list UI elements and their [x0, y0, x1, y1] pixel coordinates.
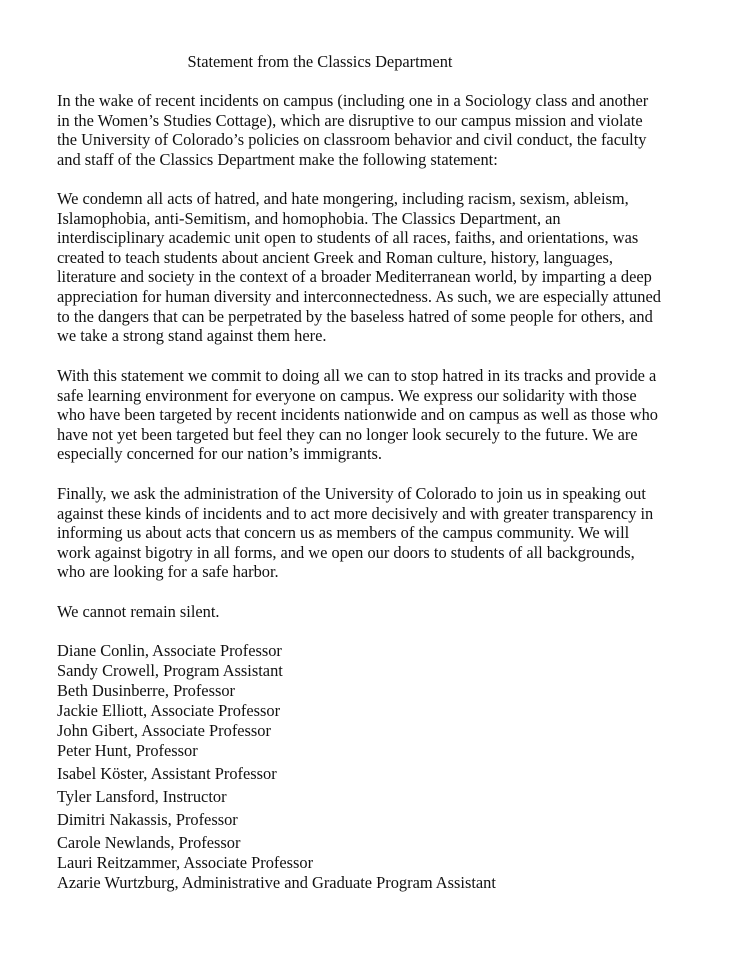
text-line: In the wake of recent incidents on campus (including one in a Sociology class and another [57, 91, 649, 110]
paragraph-condemnation [57, 189, 661, 346]
signatory: Isabel Köster, Assistant Professor [57, 764, 277, 783]
signatory: Azarie Wurtzburg, Administrative and Graduate Program Assistant [57, 873, 496, 892]
text-line: created to teach students about ancient Greek and Roman culture, history, languages, [57, 247, 614, 267]
text-line: we take a strong stand against them here. [57, 326, 327, 346]
document-title: Statement from the Classics Department [187, 52, 453, 71]
signatory: Diane Conlin, Associate Professor [57, 641, 282, 660]
text-line: interdisciplinary academic unit open to students of all races, faiths, and orientations, was [57, 228, 639, 248]
text-line: We cannot remain silent. [57, 602, 220, 621]
text-line: Islamophobia, anti-Semitism, and homophobia. The Classics Department, an [57, 208, 561, 228]
signatory: Sandy Crowell, Program Assistant [57, 661, 283, 680]
text-line: Finally, we ask the administration of the University of Colorado to join us in speaking out [57, 484, 646, 503]
signatory: Lauri Reitzammer, Associate Professor [57, 853, 314, 872]
text-line: appreciation for human diversity and interconnectedness. As such, we are especially attuned [57, 286, 661, 306]
signatory: Jackie Elliott, Associate Professor [57, 701, 281, 720]
text-line: informing us about acts that concern us as members of the campus community. We will [57, 523, 630, 543]
text-line: We condemn all acts of hatred, and hate mongering, including racism, sexism, ableism, [57, 189, 629, 208]
text-line: in the Women’s Studies Cottage), which are disruptive to our campus mission and violate [57, 110, 643, 130]
signatory: John Gibert, Associate Professor [57, 721, 271, 740]
signatory: Beth Dusinberre, Professor [57, 681, 235, 700]
signatory: Carole Newlands, Professor [57, 833, 241, 852]
text-line: and staff of the Classics Department make the following statement: [57, 149, 498, 169]
text-line: With this statement we commit to doing all we can to stop hatred in its tracks and provide a [57, 366, 657, 385]
text-line: literature and society in the context of a broader Mediterranean world, by imparting a deep [57, 267, 652, 287]
text-line: who have been targeted by recent incidents nationwide and on campus as well as those who [57, 405, 658, 425]
paragraph-request [57, 484, 653, 582]
signatory: Peter Hunt, Professor [57, 741, 198, 760]
paragraph-closing [57, 602, 220, 622]
text-line: safe learning environment for everyone on campus. We express our solidarity with those [57, 385, 637, 405]
signatory: Tyler Lansford, Instructor [57, 787, 227, 806]
text-line: especially concerned for our nation’s immigrants. [57, 444, 382, 464]
text-line: who are looking for a safe harbor. [57, 562, 279, 582]
text-line: work against bigotry in all forms, and we open our doors to students of all backgrounds, [57, 542, 635, 562]
text-line: have not yet been targeted but feel they can no longer look securely to the future. We are [57, 424, 638, 444]
text-line: against these kinds of incidents and to act more decisively and with greater transparency in [57, 503, 654, 523]
paragraph-commitment [57, 366, 658, 464]
text-line: the University of Colorado’s policies on classroom behavior and civil conduct, the faculty [57, 130, 647, 150]
paragraph-incidents [57, 91, 648, 169]
signatory: Dimitri Nakassis, Professor [57, 810, 238, 829]
text-line: to the dangers that can be perpetrated by the baseless hatred of some people for others, and [57, 306, 653, 326]
